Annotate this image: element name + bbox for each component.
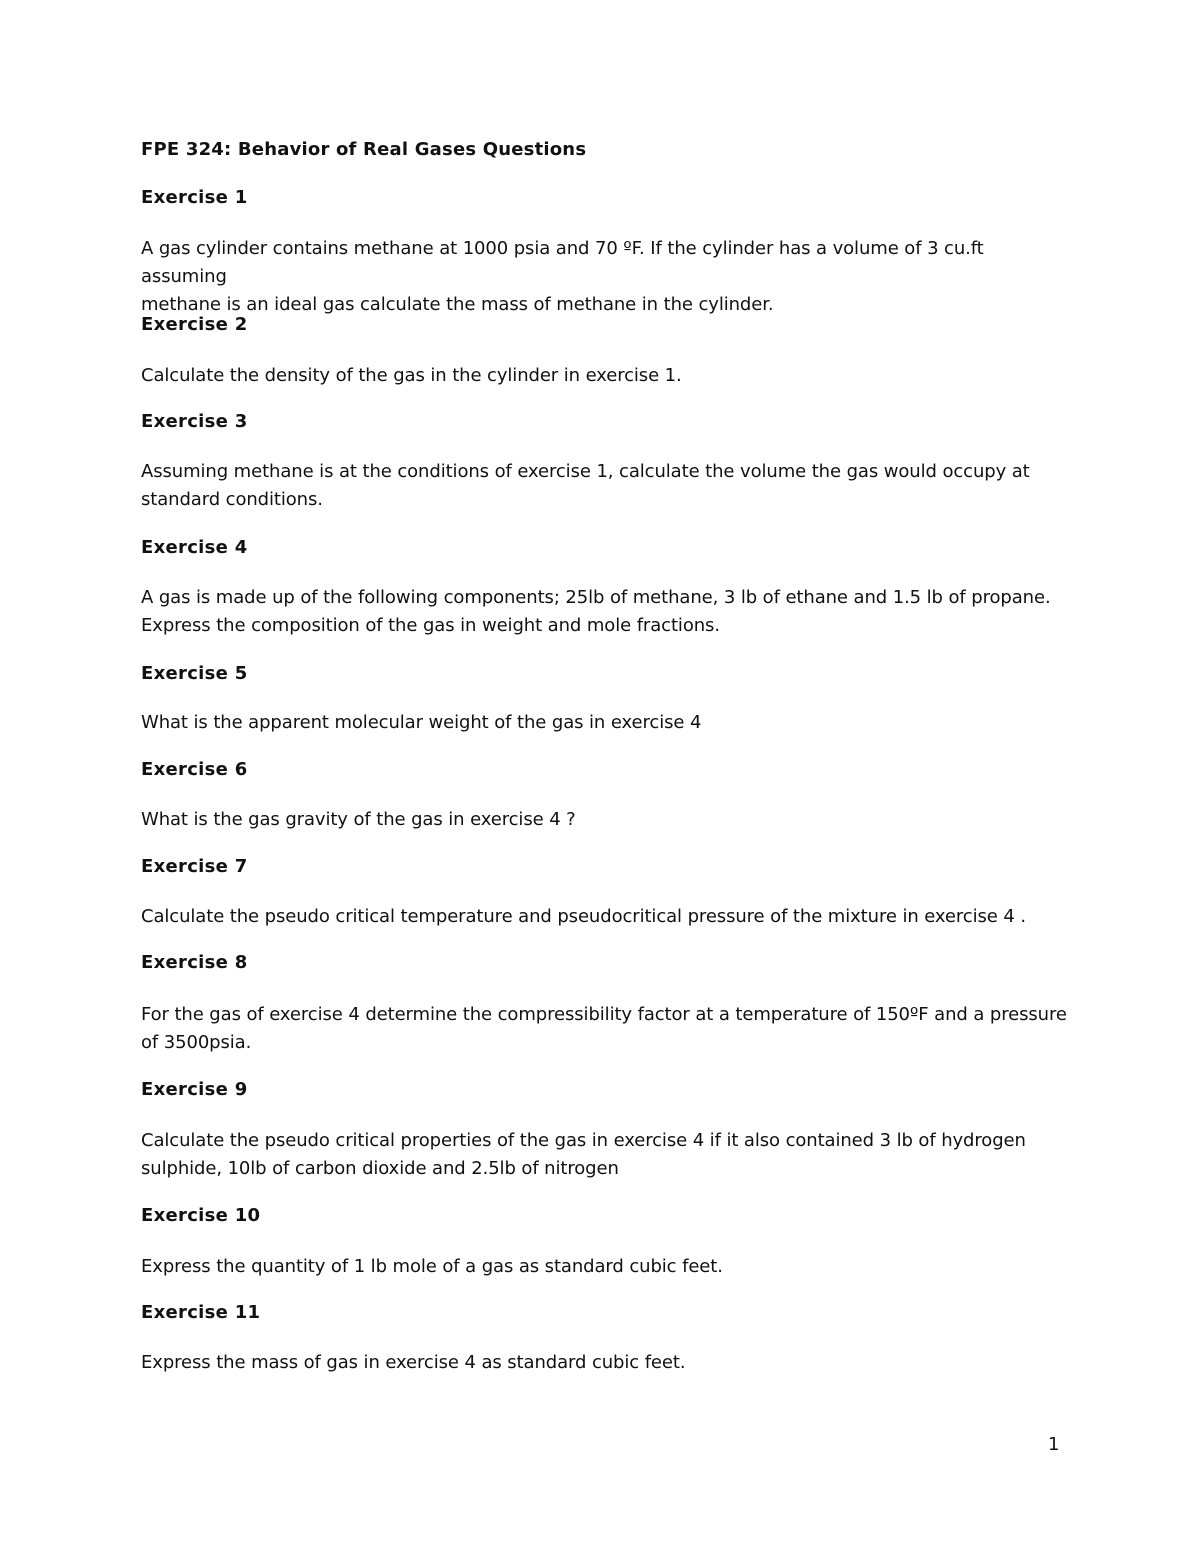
exercise-5-text bbox=[141, 709, 1071, 737]
exercise-8-line-2: of 3500psia. bbox=[141, 1032, 252, 1053]
exercise-7-line-1: Calculate the pseudo critical temperature and pseudocritical pressure of the mixture in exercise 4 . bbox=[141, 906, 1026, 927]
exercise-2-text bbox=[141, 362, 1071, 390]
exercise-3-heading: Exercise 3 bbox=[141, 411, 248, 432]
exercise-4-heading: Exercise 4 bbox=[141, 537, 248, 558]
exercise-2-heading: Exercise 2 bbox=[141, 314, 248, 335]
page-number: 1 bbox=[1048, 1434, 1060, 1455]
exercise-9-text bbox=[141, 1127, 1071, 1183]
exercise-1-text bbox=[141, 235, 1071, 319]
exercise-7-heading: Exercise 7 bbox=[141, 856, 248, 877]
exercise-11-line-1: Express the mass of gas in exercise 4 as standard cubic feet. bbox=[141, 1352, 686, 1373]
exercise-8-line-1: For the gas of exercise 4 determine the compressibility factor at a temperature of 150ºF and a pressure bbox=[141, 1004, 1067, 1025]
exercise-10-line-1: Express the quantity of 1 lb mole of a gas as standard cubic feet. bbox=[141, 1256, 723, 1277]
exercise-8-text bbox=[141, 1001, 1071, 1057]
exercise-2-line-1: Calculate the density of the gas in the cylinder in exercise 1. bbox=[141, 365, 682, 386]
exercise-6-text bbox=[141, 806, 1071, 834]
exercise-9-line-1: Calculate the pseudo critical properties of the gas in exercise 4 if it also contained 3 lb of hydrogen bbox=[141, 1130, 1026, 1151]
exercise-6-line-1: What is the gas gravity of the gas in exercise 4 ? bbox=[141, 809, 576, 830]
exercise-6-heading: Exercise 6 bbox=[141, 759, 248, 780]
exercise-3-line-2: standard conditions. bbox=[141, 489, 323, 510]
exercise-10-heading: Exercise 10 bbox=[141, 1205, 261, 1226]
exercise-11-heading: Exercise 11 bbox=[141, 1302, 261, 1323]
exercise-8-heading: Exercise 8 bbox=[141, 952, 248, 973]
exercise-4-line-2: Express the composition of the gas in weight and mole fractions. bbox=[141, 615, 720, 636]
exercise-4-line-1: A gas is made up of the following components; 25lb of methane, 3 lb of ethane and 1.5 lb of propane. bbox=[141, 587, 1051, 608]
document-title: FPE 324: Behavior of Real Gases Questions bbox=[141, 139, 587, 160]
exercise-5-heading: Exercise 5 bbox=[141, 663, 248, 684]
exercise-3-line-1: Assuming methane is at the conditions of exercise 1, calculate the volume the gas would occupy at bbox=[141, 461, 1030, 482]
exercise-1-line-2: methane is an ideal gas calculate the mass of methane in the cylinder. bbox=[141, 294, 774, 315]
exercise-1-heading: Exercise 1 bbox=[141, 187, 248, 208]
exercise-1-line-1: A gas cylinder contains methane at 1000 psia and 70 ºF. If the cylinder has a volume of 3 cu.ft assuming bbox=[141, 238, 984, 287]
exercise-7-text bbox=[141, 903, 1071, 931]
exercise-9-heading: Exercise 9 bbox=[141, 1079, 248, 1100]
exercise-5-line-1: What is the apparent molecular weight of the gas in exercise 4 bbox=[141, 712, 702, 733]
exercise-11-text bbox=[141, 1349, 1071, 1377]
exercise-10-text bbox=[141, 1253, 1071, 1281]
exercise-3-text bbox=[141, 458, 1071, 514]
exercise-9-line-2: sulphide, 10lb of carbon dioxide and 2.5lb of nitrogen bbox=[141, 1158, 619, 1179]
exercise-4-text bbox=[141, 584, 1071, 640]
